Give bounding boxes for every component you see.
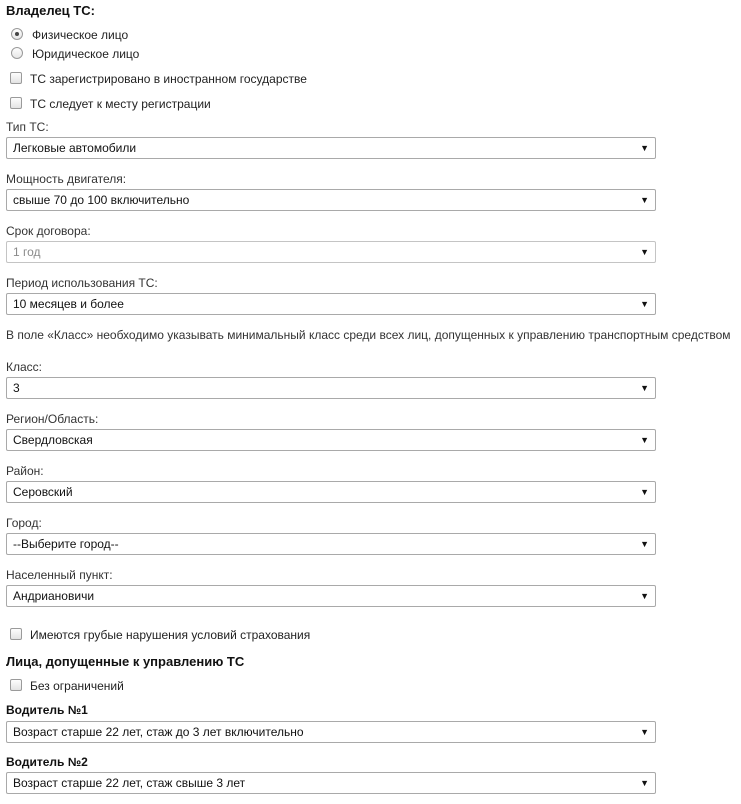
- driver2-label: Водитель №2: [6, 755, 88, 769]
- usage-period-value: 10 месяцев и более: [13, 297, 124, 311]
- region-select[interactable]: [6, 429, 656, 451]
- engine-power-label: Мощность двигателя:: [6, 172, 127, 186]
- radio-individual-label: Физическое лицо: [32, 28, 129, 42]
- region-value: Свердловская: [13, 433, 93, 447]
- engine-power-value: свыше 70 до 100 включительно: [13, 193, 190, 207]
- class-value: 3: [13, 381, 20, 395]
- checkbox-foreign-registration[interactable]: [10, 72, 22, 84]
- checkbox-foreign-registration-label: ТС зарегистрировано в иностранном государстве: [30, 72, 307, 86]
- checkbox-unlimited-drivers-label: Без ограничений: [30, 679, 124, 693]
- drivers-title: Лица, допущенные к управлению ТС: [6, 654, 245, 669]
- district-label: Район:: [6, 464, 44, 478]
- dropdown-arrow-icon: ▼: [640, 591, 649, 601]
- driver1-value: Возраст старше 22 лет, стаж до 3 лет включительно: [13, 725, 304, 739]
- district-select[interactable]: [6, 481, 656, 503]
- class-note: В поле «Класс» необходимо указывать минимальный класс среди всех лиц, допущенных к управлению транспортным средством: [6, 328, 731, 342]
- contract-term-select: [6, 241, 656, 263]
- vehicle-type-value: Легковые автомобили: [13, 141, 137, 155]
- checkbox-unlimited-drivers[interactable]: [10, 679, 22, 691]
- dropdown-arrow-icon: ▼: [640, 195, 649, 205]
- settlement-select[interactable]: [6, 585, 656, 607]
- vehicle-type-select[interactable]: [6, 137, 656, 159]
- vehicle-type-label: Тип ТС:: [6, 120, 49, 134]
- dropdown-arrow-icon: ▼: [640, 383, 649, 393]
- checkbox-gross-violations[interactable]: [10, 628, 22, 640]
- dropdown-arrow-icon: ▼: [640, 778, 649, 788]
- usage-period-label: Период использования ТС:: [6, 276, 158, 290]
- driver2-value: Возраст старше 22 лет, стаж свыше 3 лет: [13, 776, 246, 790]
- checkbox-gross-violations-label: Имеются грубые нарушения условий страхования: [30, 628, 311, 642]
- region-label: Регион/Область:: [6, 412, 99, 426]
- radio-legal[interactable]: [11, 47, 23, 59]
- checkbox-follows-to-registration[interactable]: [10, 97, 22, 109]
- city-select[interactable]: [6, 533, 656, 555]
- radio-legal-label: Юридическое лицо: [32, 47, 140, 61]
- driver1-select[interactable]: [6, 721, 656, 743]
- engine-power-select[interactable]: [6, 189, 656, 211]
- class-select[interactable]: [6, 377, 656, 399]
- checkbox-follows-to-registration-label: ТС следует к месту регистрации: [30, 97, 211, 111]
- owner-title: Владелец ТС:: [6, 3, 95, 18]
- city-label: Город:: [6, 516, 42, 530]
- dropdown-arrow-icon: ▼: [640, 727, 649, 737]
- usage-period-select[interactable]: [6, 293, 656, 315]
- driver2-select[interactable]: [6, 772, 656, 794]
- contract-term-value: 1 год: [13, 245, 41, 259]
- dropdown-arrow-icon: ▼: [640, 143, 649, 153]
- dropdown-arrow-icon: ▼: [640, 539, 649, 549]
- dropdown-arrow-icon: ▼: [640, 435, 649, 445]
- radio-individual[interactable]: [11, 28, 23, 40]
- district-value: Серовский: [13, 485, 73, 499]
- class-label: Класс:: [6, 360, 42, 374]
- dropdown-arrow-icon: ▼: [640, 247, 649, 257]
- dropdown-arrow-icon: ▼: [640, 299, 649, 309]
- city-value: --Выберите город--: [13, 537, 119, 551]
- contract-term-label: Срок договора:: [6, 224, 91, 238]
- settlement-value: Андриановичи: [13, 589, 95, 603]
- settlement-label: Населенный пункт:: [6, 568, 113, 582]
- driver1-label: Водитель №1: [6, 703, 88, 717]
- dropdown-arrow-icon: ▼: [640, 487, 649, 497]
- radio-selected-dot-icon: [15, 32, 19, 36]
